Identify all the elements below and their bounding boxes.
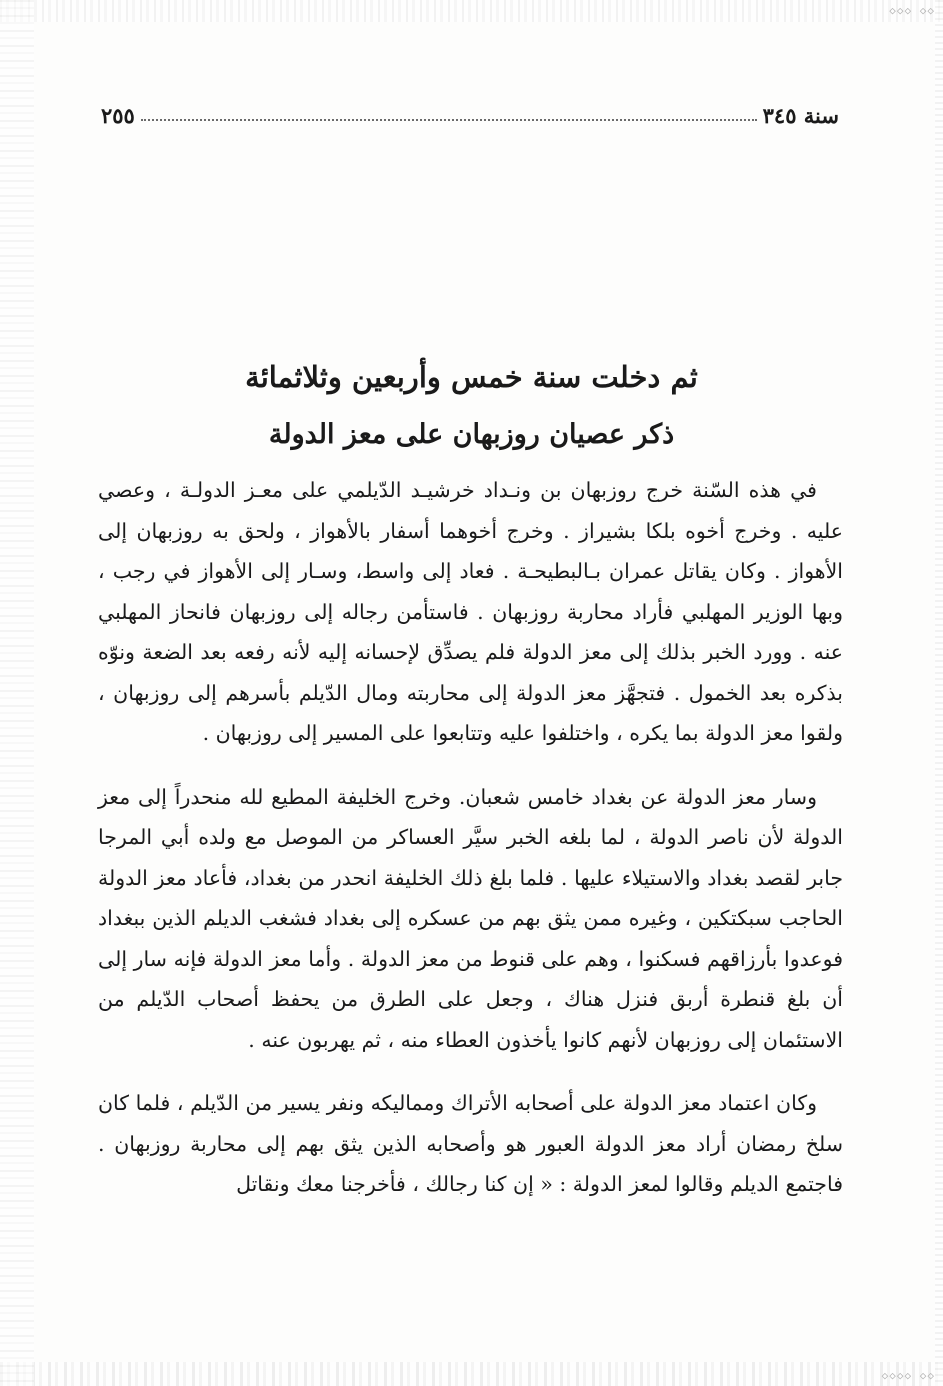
running-header bbox=[101, 92, 839, 128]
scan-edge-left bbox=[0, 0, 34, 1386]
paragraph-1-text: في هذه السّنة خرج روزبهان بن ونـداد خرشيـد الدّيلمي على معـز الدولـة ، وعصي عليه . وخرج أخوه بلكا بشيراز . وخرج أخوهما أسفار بالأهواز ، ولحق به روزبهان إلى الأهواز . وكان يقاتل عمران بـالبطيحـة . فعاد إلى واسط، وسـار إلى الأهواز في رجب ، وبها الوزير المهلبي فأراد محاربة روزبهان . فاستأمن رجاله إلى روزبهان فانحاز المهلبي عنه . وورد الخبر بذلك إلى معز الدولة فلم يصدِّق لإحسانه إليه لأنه رفعه بعد الضعة ونوّه بذكره بعد الخمول . فتجهَّز معز الدولة إلى محاربته ومال الدّيلم بأسرهم إلى روزبهان ، ولقوا معز الدولة بما يكره ، واختلفوا عليه وتتابعوا على المسير إلى روزبهان . bbox=[98, 478, 843, 745]
scan-edge-top bbox=[0, 0, 943, 22]
scan-ornament-bottom: ◇◇◇◇ ◇◇ bbox=[881, 1369, 935, 1382]
section-title: ذكر عصيان روزبهان على معز الدولة bbox=[268, 419, 675, 450]
scan-edge-bottom bbox=[0, 1362, 943, 1386]
paragraph-3 bbox=[98, 1083, 843, 1205]
scan-edge-right bbox=[935, 0, 943, 1386]
paragraph-3-text: وكان اعتماد معز الدولة على أصحابه الأتراك ومماليكه ونفر يسير من الدّيلم ، فلما كان سلخ رمضان أراد معز الدولة العبور هو وأصحابه الذين يثق بهم إلى محاربة روزبهان . فاجتمع الديلم وقالوا لمعز الدولة : « إن كنا رجالك ، فأخرجنا معك ونقاتل bbox=[98, 1091, 843, 1196]
paragraph-1 bbox=[98, 470, 843, 754]
header-dotted-leader bbox=[141, 118, 757, 121]
page-number: ٢٥٥ bbox=[101, 103, 135, 128]
year-entry-heading: ثم دخلت سنة خمس وأربعين وثلاثمائة bbox=[245, 360, 698, 394]
header-year-label: سنة ٣٤٥ bbox=[762, 103, 839, 128]
paragraph-2-text: وسار معز الدولة عن بغداد خامس شعبان. وخرج الخليفة المطيع لله منحدراً إلى معز الدولة لأن ناصر الدولة ، لما بلغه الخبر سيَّر العساكر من الموصل مع ولده أبي المرجا جابر لقصد بغداد والاستيلاء عليها . فلما بلغ ذلك الخليفة انحدر من بغداد، فأعاد معز الدولة الحاجب سبكتكين ، وغيره ممن يثق بهم من عسكره إلى بغداد فشغب الديلم الذين ببغداد فوعدوا بأرزاقهم فسكنوا ، وهم على قنوط من معز الدولة . وأما معز الدولة فإنه سار إلى أن بلغ قنطرة أربق فنزل هناك ، وجعل على الطرق من يحفظ أصحاب الدّيلم من الاستئمان إلى روزبهان لأنهم كانوا يأخذون العطاء منه ، ثم يهربون عنه . bbox=[98, 784, 843, 1052]
paragraph-2 bbox=[98, 777, 843, 1061]
body-text bbox=[98, 470, 843, 1205]
scan-ornament-top: ◇◇◇ ◇◇ bbox=[889, 4, 935, 17]
